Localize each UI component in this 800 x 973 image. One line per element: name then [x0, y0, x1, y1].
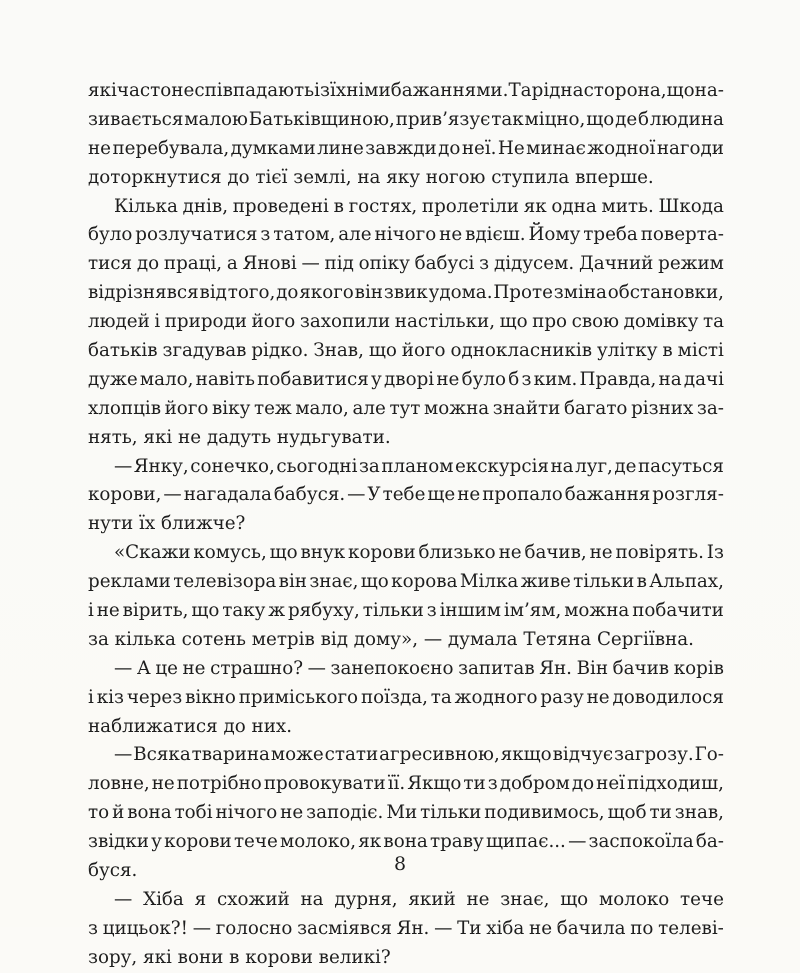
text-line: буся.	[88, 860, 138, 882]
text-line: звідки у корови тече молоко, як вона траву щипає... — заспокоїла ба-	[88, 831, 724, 853]
text-line: то й вона тобі нічого не заподіє. Ми тільки подивимось, щоб ти знав,	[88, 802, 724, 824]
page-text	[88, 77, 724, 973]
text-line: реклами телевізора він знає, що корова Мілка живе тільки в Альпах,	[88, 571, 724, 593]
text-line: нути їх ближче?	[88, 513, 246, 535]
text-line: було розлучатися з татом, але нічого не вдієш. Йому треба поверта-	[88, 224, 724, 246]
text-line: — Хіба я схожий на дурня, який не знає, що молоко тече	[114, 888, 724, 910]
text-line: зивається малою Батьківщиною, прив’язує так міцно, що де б людина	[88, 108, 724, 130]
text-line: — Всяка тварина може стати агресивною, якщо відчує загрозу. Го-	[114, 744, 724, 766]
text-line: — А це не страшно? — занепокоєно запитав Ян. Він бачив корів	[114, 657, 724, 679]
text-line: відрізнявся від того, до якого він звик удома. Проте зміна обстановки,	[88, 282, 724, 304]
text-line: — Янку, сонечко, сьогодні за планом екскурсія на луг, де пасуться	[114, 455, 724, 477]
page-number: 8	[393, 853, 407, 875]
text-line: і кіз через вікно приміського поїзда, та жодного разу не доводилося	[88, 686, 724, 708]
text-line: нять, які не дадуть нудьгувати.	[88, 426, 391, 448]
text-line: тися до праці, а Янові — під опіку бабусі з дідусем. Дачний режим	[88, 253, 724, 275]
text-line: доторкнутися до тієї землі, на яку ногою ступила вперше.	[88, 166, 654, 188]
text-line: ловне, не потрібно провокувати її. Якщо ти з добром до неї підходиш,	[88, 773, 724, 795]
text-line: зору, які вони в корови великі?	[88, 946, 391, 968]
text-line: «Скажи комусь, що внук корови близько не бачив, не повірять. Із	[114, 542, 724, 564]
text-line: наближатися до них.	[88, 715, 293, 737]
text-line: батьків згадував рідко. Знав, що його однокласників улітку в місті	[88, 340, 724, 362]
text-line: дуже мало, навіть побавитися у дворі не було б з ким. Правда, на дачі	[88, 368, 724, 390]
text-line: Кілька днів, проведені в гостях, пролетіли як одна мить. Шкода	[114, 195, 724, 217]
text-line: з цицьок?! — голосно засміявся Ян. — Ти хіба не бачила по телеві-	[88, 917, 724, 939]
text-line: не перебувала, думками лине завжди до неї. Не минає жодної нагоди	[88, 137, 724, 159]
text-line: за кілька сотень метрів від дому», — думала Тетяна Сергіївна.	[88, 628, 694, 650]
text-line: людей і природи його захопили настільки, що про свою домівку та	[88, 311, 724, 333]
text-line: які часто не співпадають із їхніми бажаннями. Та рідна сторона, що на-	[88, 80, 724, 101]
text-line: хлопців його віку теж мало, але тут можна знайти багато різних за-	[88, 397, 724, 419]
text-line: і не вірить, що таку ж рябуху, тільки з іншим ім’ям, можна побачити	[88, 600, 724, 622]
text-line: корови, — нагадала бабуся. — У тебе ще не пропало бажання розгля-	[88, 484, 724, 506]
